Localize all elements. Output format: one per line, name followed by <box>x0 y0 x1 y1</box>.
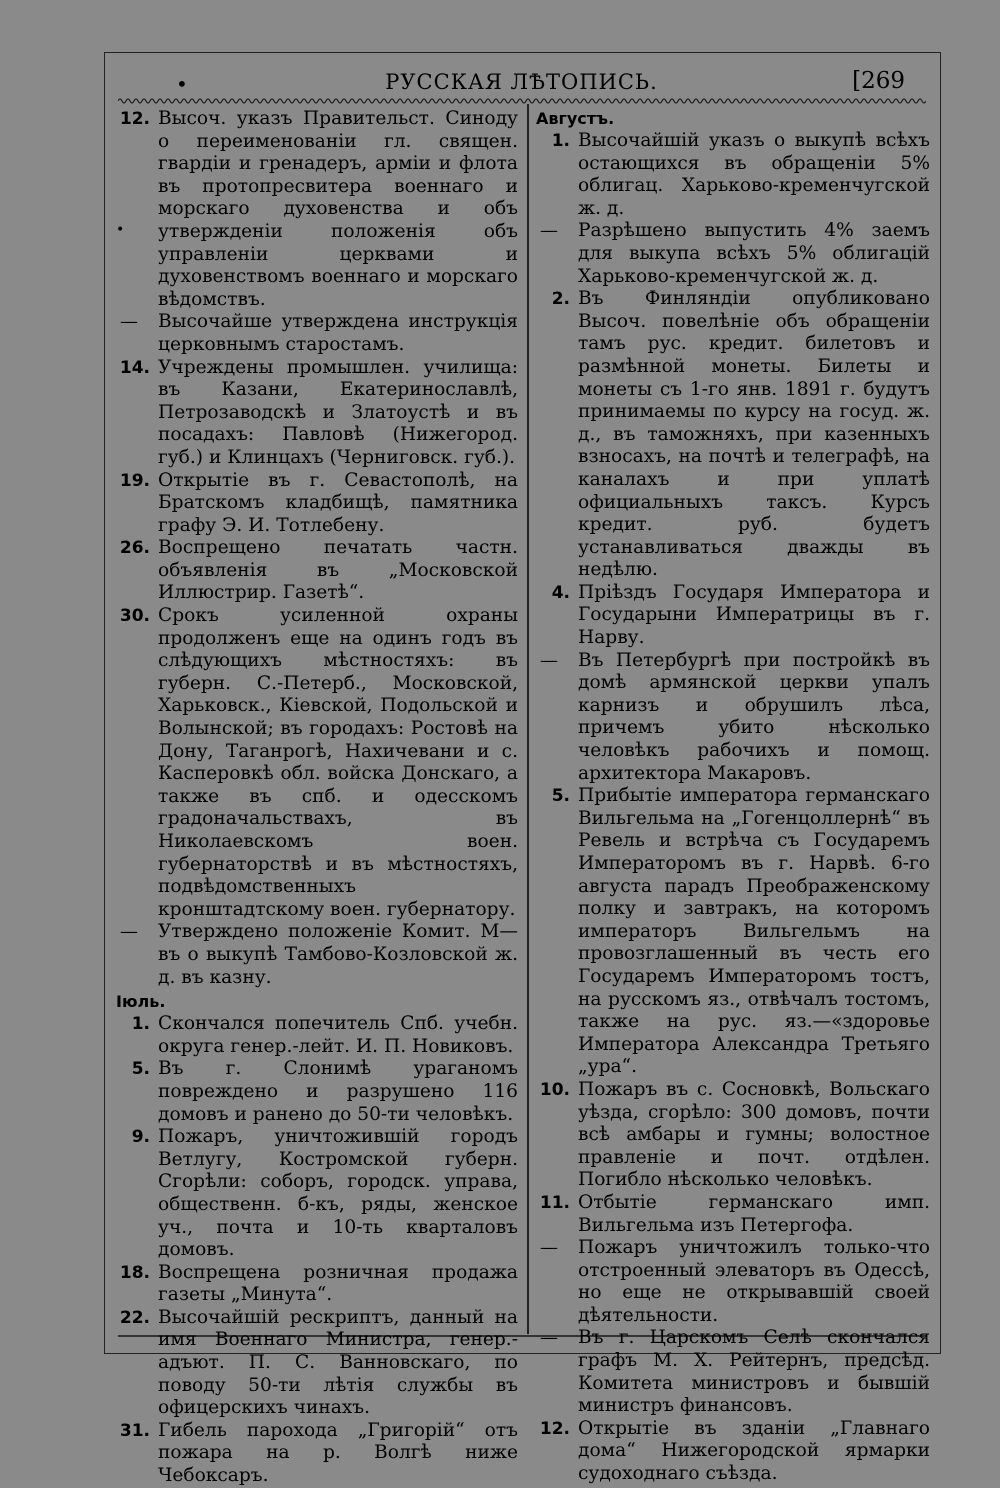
entry-text: Отбытіе германскаго имп. Вильгельма изъ Петергофа. <box>578 1191 930 1236</box>
entry-text: Въ г. Слонимѣ ураганомъ повреждено и разрушено 116 домовъ и ранено до 50-ти человѣкъ. <box>158 1058 518 1125</box>
chronicle-entry <box>536 785 930 1079</box>
chronicle-entry <box>116 1126 518 1262</box>
entry-text: Въ г. Царскомъ Селѣ скончался графъ М. Х. Рейтернъ, предсѣд. Комитета министровъ и бывшій министръ финансовъ. <box>578 1327 930 1417</box>
page-title: РУССКАЯ ЛѢТОПИСЬ. <box>385 70 658 94</box>
july-entries <box>116 1013 518 1487</box>
page-number: [269 <box>852 68 905 94</box>
entry-text: Открытіе въ зданіи „Главнаго дома“ Нижегородской ярмарки судоходнаго съѣзда. <box>578 1417 930 1485</box>
chronicle-entry <box>536 1237 930 1327</box>
entry-date: 2. <box>551 289 570 310</box>
chronicle-entry <box>536 220 930 288</box>
entry-date: 12. <box>119 109 150 129</box>
entry-date: — <box>540 1237 558 1259</box>
entry-date: — <box>540 1327 558 1349</box>
left-column <box>116 108 518 1488</box>
chronicle-entry <box>536 288 930 582</box>
header-mark: • <box>176 72 188 96</box>
running-header <box>104 66 939 96</box>
entry-text: Пожаръ въ с. Сосновкѣ, Вольскаго уѣзда, сгорѣло: 300 домовъ, почти всѣ амбары и гумны; волостное правленіе и почт. отдѣлен. Погибло нѣсколько человѣкъ. <box>578 1078 930 1191</box>
entry-text: Въ Петербургѣ при постройкѣ въ домѣ армянской церкви упалъ карнизъ и обрушилъ лѣса, причемъ убито нѣсколько человѣкъ рабочихъ и помощ. архитектора Макаровъ. <box>578 649 930 784</box>
chronicle-entry <box>536 1192 930 1237</box>
entry-text: Учреждены промышлен. училища: въ Казани, Екатеринославлѣ, Петрозаводскѣ и Златоустѣ и въ посадахъ: Павловѣ (Нижегород. губ.) и Клинцахъ (Черниговск. губ.). <box>158 356 518 468</box>
entry-date: 5. <box>131 1059 150 1080</box>
chronicle-entry <box>116 357 518 470</box>
entry-date: — <box>540 649 558 671</box>
august-entries <box>536 130 930 1486</box>
chronicle-entry <box>116 311 518 356</box>
entry-date: 9. <box>131 1127 150 1148</box>
entry-date: 11. <box>539 1192 570 1213</box>
entry-text: Воспрещена розничная продажа газеты „Минута“. <box>158 1261 518 1306</box>
chronicle-entry <box>536 1079 930 1192</box>
chronicle-entry <box>116 1058 518 1126</box>
entry-date: 18. <box>119 1262 150 1283</box>
chronicle-entry <box>116 108 518 311</box>
entry-date: 31. <box>119 1420 150 1441</box>
entry-date: — <box>120 921 138 943</box>
entry-text: Срокъ усиленной охраны продолженъ еще на одинъ годъ въ слѣдующихъ мѣстностяхъ: въ губерн. С.-Петерб., Московской, Харьковск., Кіевской, Подольской и Волынской; въ городахъ: Ростовѣ на Дону, Таганрогѣ, Нахичевани и с. Касперовкѣ обл. войска Донскаго, а также въ спб. и одесскомъ градоначальствахъ, въ Николаевскомъ воен. губернаторствѣ и въ мѣстностяхъ, подвѣдомственныхъ кронштадтскому воен. губернатору. <box>158 605 518 920</box>
entry-text: Прибытіе императора германскаго Вильгельма на „Гогенцоллернѣ“ въ Ревель и встрѣча съ Государемъ Императоромъ въ г. Нарвѣ. 6-го августа парадъ Преображенскому полку и завтракъ, на которомъ императоръ Вильгельмъ на провозглашенный въ честь его Государемъ Императоромъ тостъ, на русскомъ яз., отвѣчалъ тостомъ, также на рус. яз.—«здоровье Императора Александра Третьяго „ура“. <box>578 785 930 1078</box>
entry-date: 26. <box>119 538 150 559</box>
entry-date: 5. <box>551 786 570 807</box>
chronicle-entry <box>536 582 930 650</box>
entry-text: Пожаръ уничтожилъ только-что отстроенный элеваторъ въ Одессѣ, но еще не открывавшій своей дѣятельности. <box>578 1237 930 1326</box>
entry-date: 19. <box>119 470 150 491</box>
entry-date: 14. <box>119 357 150 378</box>
entry-text: Высоч. указъ Правительст. Синоду о переименованіи гл. священ. гвардіи и гренадеръ, арміи и флота въ протопресвитера военнаго и морскаго духовенства и объ утвержденіи положенія объ управленіи церквами и духовенствомъ военнаго и морскаго вѣдомствъ. <box>158 108 518 310</box>
entry-text: Пріѣздъ Государя Императора и Государыни Императрицы въ г. Нарву. <box>578 581 930 649</box>
entry-date: 10. <box>539 1079 570 1100</box>
entry-date: 4. <box>551 582 570 603</box>
entry-text: Въ Финляндіи опубликовано Высоч. повелѣніе объ обращеніи тамъ рус. кредит. билетовъ и размѣнной монеты. Билеты и монеты съ 1-го янв. 1891 г. будутъ принимаемы по курсу на госуд. ж. д., въ таможняхъ, при казенныхъ взносахъ, на почтѣ и телеграфѣ, на каналахъ и при уплатѣ официальныхъ таксъ. Курсъ кредит. руб. будетъ устанавливаться дважды въ недѣлю. <box>578 288 930 581</box>
entry-text: Высочайшій рескриптъ, данный на имя Военнаго Министра, генер.-адъют. П. С. Ванновскаго, по поводу 50-ти лѣтія службы въ офицерскихъ чинахъ. <box>158 1306 518 1419</box>
chronicle-entry <box>116 537 518 605</box>
chronicle-entry <box>116 921 518 989</box>
entry-date: 22. <box>119 1307 150 1328</box>
chronicle-entry <box>116 1013 518 1058</box>
entry-date: 1. <box>551 131 570 151</box>
right-column <box>536 108 930 1486</box>
chronicle-entry <box>116 470 518 538</box>
chronicle-entry <box>536 1418 930 1486</box>
chronicle-entry <box>116 605 518 921</box>
entry-date: — <box>120 311 138 333</box>
month-heading-august: Августъ. <box>536 109 615 128</box>
chronicle-entry <box>116 1420 518 1488</box>
entry-text: Разрѣшено выпустить 4% заемъ для выкупа всѣхъ 5% облигацій Харьково-кременчугской ж. д. <box>578 220 930 287</box>
entry-text: Высочайшій указъ о выкупѣ всѣхъ остающихся въ обращеніи 5% облигац. Харьково-кременчугской ж. д. <box>578 130 930 219</box>
entry-date: 30. <box>119 606 150 627</box>
entry-text: Пожаръ, уничтожившій городъ Ветлугу, Костромской губерн. Сгорѣли: соборъ, городск. управа, общественн. б-къ, ряды, женское уч., почта и 10-ть кварталовъ домовъ. <box>158 1126 518 1261</box>
entry-text: Высочайше утверждена инструкція церковнымъ старостамъ. <box>158 311 518 355</box>
wavy-rule <box>118 96 926 106</box>
chronicle-entry <box>536 1327 930 1417</box>
entry-text: Скончался попечитель Спб. учебн. округа генер.-лейт. И. П. Новиковъ. <box>158 1013 518 1057</box>
entry-text: Воспрещено печатать частн. объявленія въ „Московской Иллюстрир. Газетѣ“. <box>158 537 518 604</box>
stray-mark: • <box>116 222 125 238</box>
chronicle-entry <box>536 650 930 786</box>
column-divider <box>527 104 529 1334</box>
month-heading-july: Іюль. <box>116 992 166 1012</box>
entry-text: Гибель парохода „Григорій“ отъ пожара на р. Волгѣ ниже Чебоксаръ. <box>158 1419 518 1487</box>
chronicle-entry <box>536 130 930 220</box>
chronicle-entry <box>116 1307 518 1420</box>
entry-text: Открытіе въ г. Севастополѣ, на Братскомъ кладбищѣ, памятника графу Э. И. Тотлебену. <box>158 469 518 536</box>
entry-text: Утверждено положеніе Комит. М—въ о выкупѣ Тамбово-Козловской ж. д. въ казну. <box>158 921 518 988</box>
entry-date: — <box>540 220 558 242</box>
entry-date: 1. <box>131 1014 150 1035</box>
left-entries <box>116 108 518 989</box>
entry-date: 12. <box>539 1418 570 1439</box>
chronicle-entry <box>116 1262 518 1307</box>
